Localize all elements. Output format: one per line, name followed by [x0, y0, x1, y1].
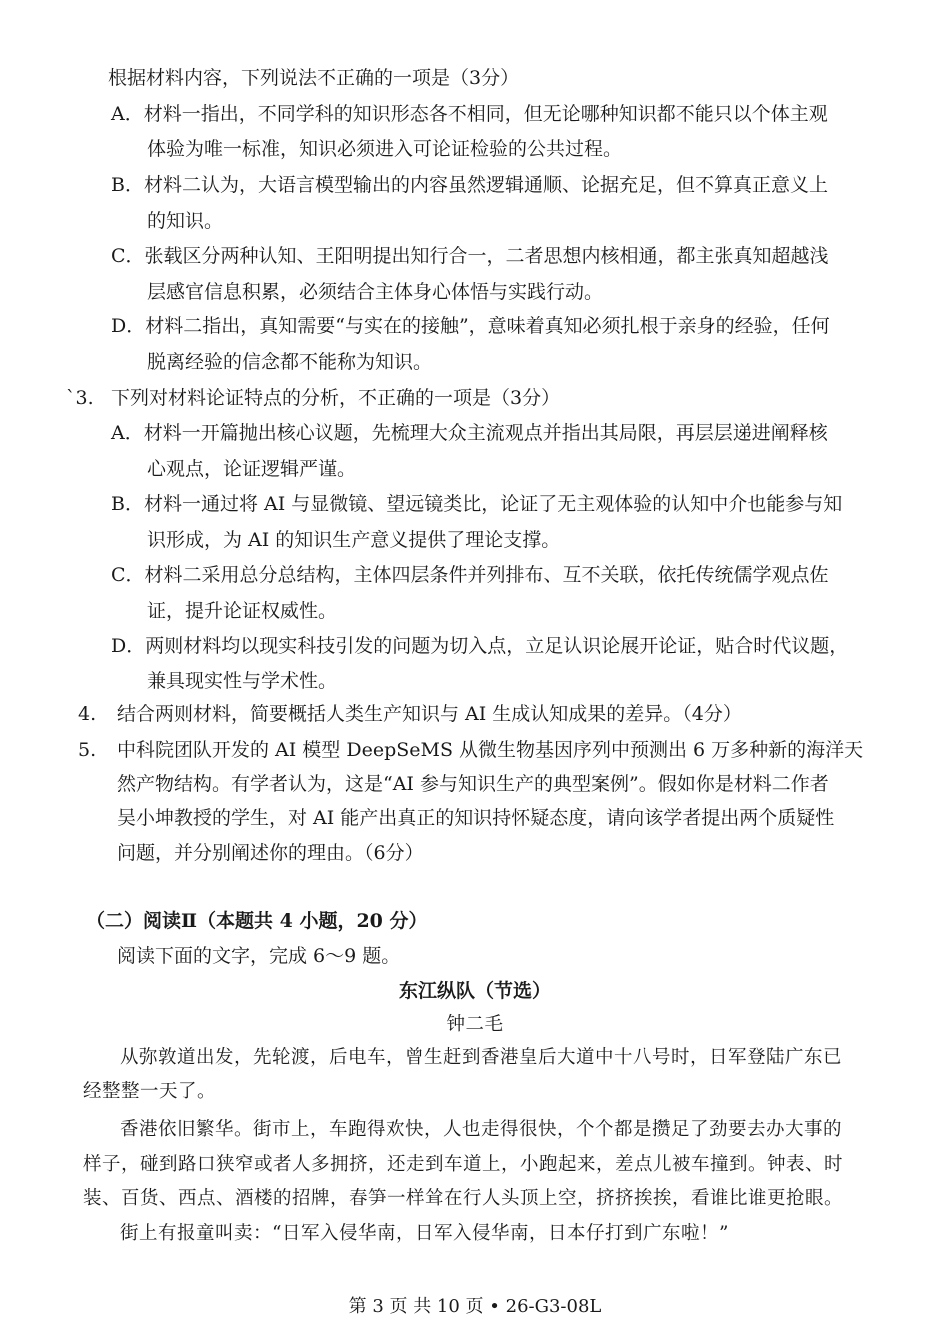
q3-option-b-line2: 识形成，为 AI 的知识生产意义提供了理论支撑。 — [147, 529, 561, 551]
q3-stem: 下列对材料论证特点的分析，不正确的一项是（3分） — [111, 387, 561, 409]
q5-line4: 问题，并分别阐述你的理由。（6分） — [117, 842, 424, 864]
passage-p2-line3: 装、百货、西点、酒楼的招牌，春笋一样耸在行人头顶上空，挤挤挨挨，看谁比谁更抢眼。 — [83, 1188, 844, 1209]
q4-text: 结合两则材料，简要概括人类生产知识与 AI 生成认知成果的差异。（4分） — [117, 703, 742, 725]
q4-number: 4. — [78, 703, 97, 725]
q5-line2: 然产物结构。有学者认为，这是“AI 参与知识生产的典型案例”。假如你是材料二作者 — [117, 773, 829, 795]
q2-option-a-line1: A．材料一指出，不同学科的知识形态各不相同，但无论哪种知识都不能只以个体主观 — [111, 103, 828, 125]
q2-option-d-line2: 脱离经验的信念都不能称为知识。 — [147, 351, 433, 373]
q2-stem: 根据材料内容，下列说法不正确的一项是（3分） — [108, 67, 520, 89]
q2-option-c-line2: 层感官信息积累，必须结合主体身心体悟与实践行动。 — [147, 281, 604, 303]
passage-p1-line1: 从弥敦道出发，先轮渡，后电车，曾生赶到香港皇后大道中十八号时，日军登陆广东已 — [120, 1047, 843, 1068]
section-instruction: 阅读下面的文字，完成 6～9 题。 — [117, 945, 401, 967]
q2-option-d-line1: D．材料二指出，真知需要“与实在的接触”，意味着真知必须扎根于亲身的经验，任何 — [111, 315, 830, 337]
q5-number: 5. — [78, 739, 97, 761]
page-footer: 第 3 页 共 10 页 • 26-G3-08L — [348, 1296, 602, 1317]
passage-p2-line1: 香港依旧繁华。街市上，车跑得欢快，人也走得很快，个个都是攒足了劲要去办大事的 — [120, 1119, 843, 1140]
q2-option-b-line1: B．材料二认为，大语言模型输出的内容虽然逻辑通顺、论据充足，但不算真正意义上 — [111, 174, 828, 196]
q3-option-a-line1: A．材料一开篇抛出核心议题，先梳理大众主流观点并指出其局限，再层层递进阐释核 — [111, 422, 828, 444]
passage-title: 东江纵队（节选） — [398, 980, 551, 1002]
section-heading: （二）阅读Ⅱ（本题共 4 小题，20 分） — [86, 910, 428, 932]
passage-p2-line2: 样子，碰到路口狭窄或者人多拥挤，还走到车道上，小跑起来，差点儿被车撞到。钟表、时 — [83, 1154, 844, 1175]
q2-option-c-line1: C．张载区分两种认知、王阳明提出知行合一，二者思想内核相通，都主张真知超越浅 — [111, 245, 829, 267]
q2-option-a-line2: 体验为唯一标准，知识必须进入可论证检验的公共过程。 — [147, 138, 623, 160]
q3-option-a-line2: 心观点，论证逻辑严谨。 — [147, 458, 357, 480]
q2-option-b-line2: 的知识。 — [147, 210, 224, 232]
q3-option-c-line2: 证，提升论证权威性。 — [147, 600, 338, 622]
q3-option-b-line1: B．材料一通过将 AI 与显微镜、望远镜类比，论证了无主观体验的认知中介也能参与知 — [111, 493, 843, 515]
passage-p1-line2: 经整整一天了。 — [83, 1081, 217, 1102]
q5-line1: 中科院团队开发的 AI 模型 DeepSeMS 从微生物基因序列中预测出 6 万多种新的海洋天 — [117, 739, 864, 761]
q5-line3: 吴小坤教授的学生，对 AI 能产出真正的知识持怀疑态度，请向该学者提出两个质疑性 — [117, 807, 835, 829]
passage-p3-line1: 街上有报童叫卖：“日军入侵华南，日军入侵华南，日本仔打到广东啦！” — [120, 1223, 729, 1244]
q3-option-c-line1: C．材料二采用总分总结构，主体四层条件并列排布、互不关联，依托传统儒学观点佐 — [111, 564, 829, 586]
q3-number: `3. — [66, 387, 94, 409]
passage-author: 钟二毛 — [446, 1014, 504, 1035]
q3-option-d-line1: D．两则材料均以现实科技引发的问题为切入点，立足认识论展开论证，贴合时代议题， — [111, 635, 849, 657]
q3-option-d-line2: 兼具现实性与学术性。 — [147, 670, 338, 692]
